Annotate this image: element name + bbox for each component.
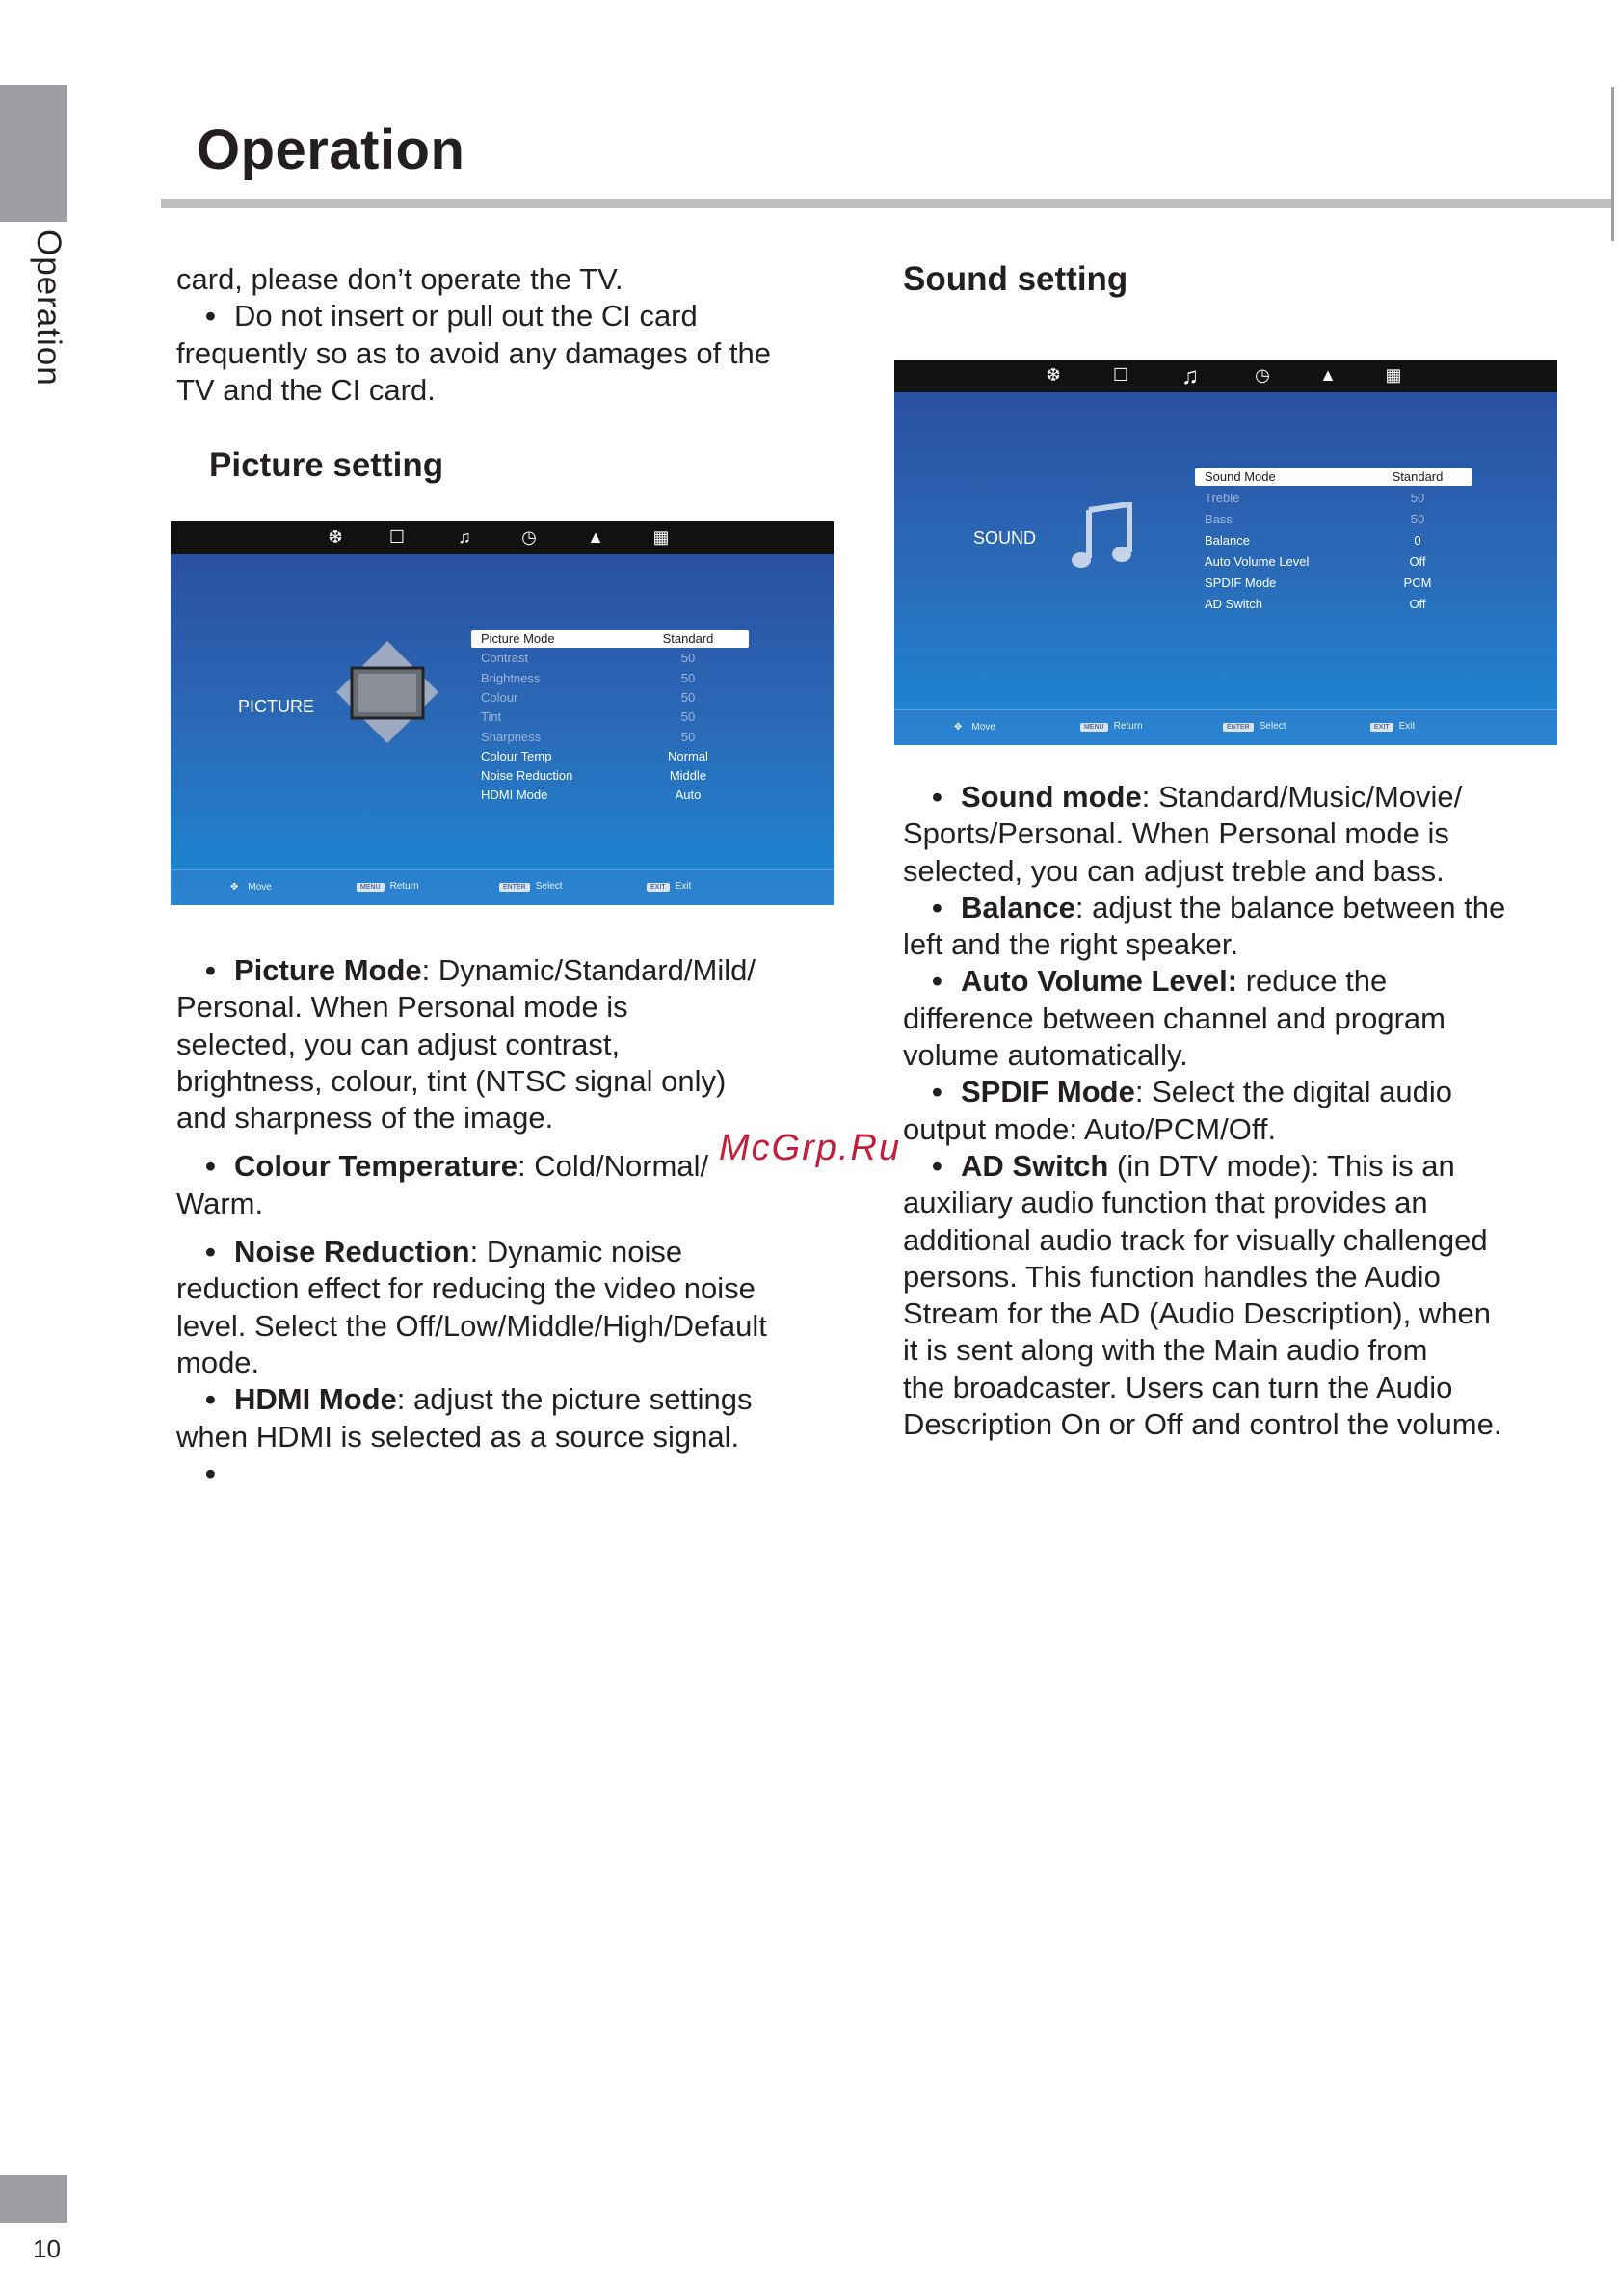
bullet: • xyxy=(205,1455,216,1490)
menu-row-value: Normal xyxy=(668,748,708,763)
text-line: difference between channel and program xyxy=(903,1001,1446,1035)
menu-row-value: Standard xyxy=(1392,469,1444,484)
sound-setting-heading: Sound setting xyxy=(903,260,1128,298)
text-line xyxy=(176,1455,841,1492)
text-line: • SPDIF Mode: Select the digital audio xyxy=(903,1074,1578,1110)
menu-row[interactable] xyxy=(1195,596,1472,613)
text-line: additional audio track for visually challenged xyxy=(903,1222,1488,1257)
menu-row-label: SPDIF Mode xyxy=(1205,575,1277,590)
text-line: selected, you can adjust contrast, xyxy=(176,1027,621,1061)
page-title: Operation xyxy=(197,119,465,181)
text-line: • AD Switch (in DTV mode): This is an xyxy=(903,1148,1578,1185)
text-line: Description On or Off and control the volume. xyxy=(903,1407,1502,1442)
text-line: volume automatically. xyxy=(903,1038,1188,1073)
sound-menu-screenshot xyxy=(894,360,1557,745)
menu-row-label: Colour xyxy=(481,689,518,705)
menu-row-label: Brightness xyxy=(481,670,541,685)
menu-row-label: HDMI Mode xyxy=(481,788,548,803)
text-line: when HDMI is selected as a source signal. xyxy=(176,1419,740,1454)
bullet: • xyxy=(205,1382,216,1417)
text-line: left and the right speaker. xyxy=(903,927,1239,962)
menu-row[interactable] xyxy=(1195,511,1472,528)
bullet: • xyxy=(205,953,216,987)
picture-tv-icon xyxy=(334,639,440,745)
footer-label: Select xyxy=(535,881,563,892)
menu-row[interactable] xyxy=(471,787,749,804)
watermark: McGrp.Ru xyxy=(719,1128,902,1168)
text-line: brightness, colour, tint (NTSC signal only) xyxy=(176,1063,727,1098)
text-line: • HDMI Mode: adjust the picture settings xyxy=(176,1381,841,1418)
lock-icon: ▲ xyxy=(1319,365,1337,385)
menu-row-value: Off xyxy=(1409,554,1426,569)
footer-label: Move xyxy=(248,882,272,893)
footer-hint xyxy=(1370,721,1415,732)
menu-row[interactable] xyxy=(1195,532,1472,549)
picture-descriptions xyxy=(176,952,841,1492)
menu-row-value: 50 xyxy=(680,729,696,744)
music-note-icon xyxy=(1068,502,1137,572)
menu-row-label: Balance xyxy=(1205,533,1250,547)
footer-key: EXIT xyxy=(647,883,670,892)
menu-row-value: 50 xyxy=(680,651,696,666)
header-rule xyxy=(161,199,1611,208)
menu-row-label: Noise Reduction xyxy=(481,768,573,784)
side-tab-label: Operation xyxy=(30,229,67,387)
menu-row[interactable] xyxy=(471,650,749,667)
menu-row[interactable] xyxy=(1195,553,1472,571)
edge-mark xyxy=(1611,87,1614,241)
text-line: auxiliary audio function that provides an xyxy=(903,1186,1428,1220)
menu-row-label: Sharpness xyxy=(481,729,542,744)
menu-row-value: Standard xyxy=(662,631,714,646)
text-line: Sports/Personal. When Personal mode is xyxy=(903,816,1449,851)
menu-row-value: 0 xyxy=(1414,533,1421,547)
text-line: Warm. xyxy=(176,1186,264,1220)
picture-icon: ☐ xyxy=(388,527,406,547)
setup-icon: ❆ xyxy=(328,527,343,547)
menu-row[interactable] xyxy=(1195,574,1472,592)
text-line: frequently so as to avoid any damages of the xyxy=(176,335,771,370)
menu-row-label: Auto Volume Level xyxy=(1205,554,1310,569)
bullet: • xyxy=(932,964,942,999)
menu-icon-bar xyxy=(171,521,834,554)
footer-hint xyxy=(1223,721,1286,732)
menu-row-label: Bass xyxy=(1205,512,1233,526)
bullet: • xyxy=(205,1235,216,1269)
menu-footer xyxy=(171,869,834,905)
footer-hint xyxy=(1080,721,1143,732)
text-line: • Sound mode: Standard/Music/Movie/ xyxy=(903,779,1578,815)
menu-footer xyxy=(894,709,1557,745)
menu-row[interactable] xyxy=(1195,490,1472,507)
menu-row-value: Middle xyxy=(669,768,707,784)
bullet: • xyxy=(932,780,942,814)
menu-row[interactable] xyxy=(471,670,749,687)
clock-icon: ◷ xyxy=(521,527,537,547)
text-line: it is sent along with the Main audio from xyxy=(903,1333,1428,1368)
footer-key: ✥ xyxy=(230,882,239,893)
bullet: • xyxy=(932,1075,942,1109)
text-line: selected, you can adjust treble and bass. xyxy=(903,853,1445,888)
sound-descriptions xyxy=(903,779,1578,1443)
menu-row-label: AD Switch xyxy=(1205,597,1262,611)
menu-row-value: 50 xyxy=(1410,491,1425,505)
setup-icon: ❆ xyxy=(1046,365,1061,385)
text-line: • Noise Reduction: Dynamic noise xyxy=(176,1234,841,1270)
footer-key: MENU xyxy=(1080,723,1108,732)
text-line: persons. This function handles the Audio xyxy=(903,1259,1441,1294)
menu-row-label: Contrast xyxy=(481,651,529,666)
footer-label: Return xyxy=(389,881,419,892)
sound-icon: ♫ xyxy=(458,527,471,547)
bullet: • xyxy=(205,1149,216,1184)
menu-row-value: Off xyxy=(1409,597,1426,611)
menu-row[interactable] xyxy=(471,767,749,785)
footer-label: Select xyxy=(1259,721,1286,732)
footer-key: ENTER xyxy=(1223,723,1254,732)
bullet: • xyxy=(205,299,216,334)
menu-row-label: Treble xyxy=(1205,491,1240,505)
menu-row-label: Sound Mode xyxy=(1205,469,1276,484)
picture-menu-screenshot xyxy=(171,521,834,905)
menu-row[interactable] xyxy=(471,748,749,765)
menu-row-value: Auto xyxy=(675,788,702,803)
menu-row[interactable] xyxy=(471,729,749,746)
lock-icon: ▲ xyxy=(587,527,604,547)
footer-hint xyxy=(357,881,419,892)
text-line: • Auto Volume Level: reduce the xyxy=(903,963,1578,1000)
menu-row-value: 50 xyxy=(680,689,696,705)
page-number-tab xyxy=(0,2175,67,2223)
text-line: mode. xyxy=(176,1345,260,1379)
text-line: the broadcaster. Users can turn the Audio xyxy=(903,1370,1453,1404)
footer-key: ✥ xyxy=(954,722,963,733)
footer-label: Return xyxy=(1113,721,1143,732)
text-line: • Colour Temperature: Cold/Normal/ xyxy=(176,1148,841,1185)
footer-label: Move xyxy=(971,722,995,733)
text-line: • Picture Mode: Dynamic/Standard/Mild/ xyxy=(176,952,841,989)
page-number: 10 xyxy=(33,2234,61,2263)
options-icon: ▦ xyxy=(652,527,670,547)
menu-row-label: Picture Mode xyxy=(481,631,555,646)
menu-row[interactable] xyxy=(471,689,749,707)
text-line: card, please don’t operate the TV. xyxy=(176,262,623,296)
footer-hint xyxy=(647,881,691,892)
picture-section-label: PICTURE xyxy=(238,697,315,716)
text-line: and sharpness of the image. xyxy=(176,1101,554,1135)
footer-hint xyxy=(950,721,995,734)
picture-icon: ☐ xyxy=(1112,365,1129,385)
sound-icon: ♫ xyxy=(1181,363,1199,389)
menu-row-label: Colour Temp xyxy=(481,748,552,763)
menu-row[interactable] xyxy=(471,630,749,648)
text-line: • Balance: adjust the balance between the xyxy=(903,890,1578,926)
footer-label: Exit xyxy=(1398,721,1416,732)
bullet: • xyxy=(932,890,942,924)
text-line: reduction effect for reducing the video noise xyxy=(176,1271,756,1306)
menu-icon-bar xyxy=(894,360,1557,392)
footer-key: ENTER xyxy=(499,883,530,892)
intro-text xyxy=(176,261,832,409)
footer-key: EXIT xyxy=(1370,723,1393,732)
footer-hint xyxy=(499,881,563,892)
footer-hint xyxy=(226,881,272,894)
menu-row-value: 50 xyxy=(680,709,696,725)
text-line: Stream for the AD (Audio Description), when xyxy=(903,1296,1491,1331)
footer-key: MENU xyxy=(357,883,385,892)
footer-label: Exit xyxy=(675,881,692,892)
text-line: TV and the CI card. xyxy=(176,372,436,407)
bullet: • xyxy=(932,1148,942,1183)
menu-row-value: 50 xyxy=(680,670,696,685)
options-icon: ▦ xyxy=(1385,365,1402,385)
side-tab-marker xyxy=(0,85,67,222)
clock-icon: ◷ xyxy=(1255,365,1270,385)
picture-setting-heading: Picture setting xyxy=(209,446,444,484)
menu-row-label: Tint xyxy=(481,709,502,725)
text-line: Personal. When Personal mode is xyxy=(176,990,628,1025)
menu-row-value: PCM xyxy=(1403,575,1432,590)
menu-row[interactable] xyxy=(471,708,749,726)
menu-row-value: 50 xyxy=(1410,512,1425,526)
text-line: output mode: Auto/PCM/Off. xyxy=(903,1111,1277,1146)
sound-section-label: SOUND xyxy=(973,528,1037,547)
text-line: • Do not insert or pull out the CI card xyxy=(176,298,832,334)
menu-row[interactable] xyxy=(1195,468,1472,486)
text-line: level. Select the Off/Low/Middle/High/Default xyxy=(176,1308,767,1343)
